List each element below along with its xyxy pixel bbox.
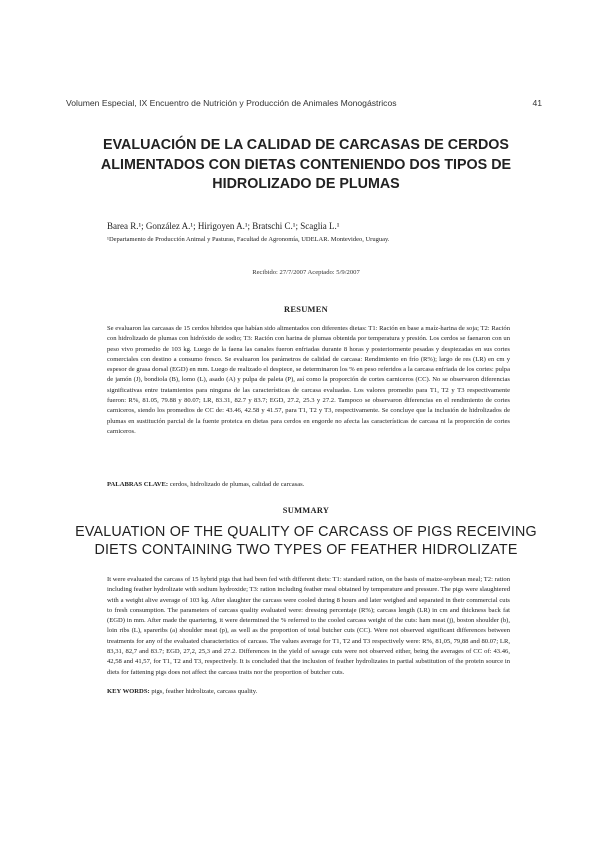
- key-words: [107, 688, 510, 695]
- key-words-label: KEY WORDS:: [107, 688, 150, 695]
- resumen-heading: RESUMEN: [284, 305, 328, 314]
- page-number: 41: [532, 98, 542, 108]
- summary-heading: SUMMARY: [282, 506, 330, 515]
- summary-body: It were evaluated the carcass of 15 hybrid pigs that had been fed with different diets: T1: standard ration, on the basis of maize-soybean meal; T2: ration including feather hydrolizate with sodium hydroxide; T3: ration including feather meal obtained by temperature and pressure. The pigs were slaughtered with a weight alive average of 103 kg. After slaughter the carcass were cooled during 8 hours and later weighed and separated in their commercial cuts to fresh consumption. The parameters of carcass quality evaluated were: dressing percentaje (R%); carcass length (LR) in cm and thickness back fat (EGD) in mm. After made the quartering, it were determined the % referred to the cooled carcass weight of the cuts: ham meat (j), boston shoulder (b), loin ribs (L), spareribs (a) shoulder meat (p), as well as the proportion of total butcher cuts (CC). Were not observed significant differences between treatments for any of the evaluated characteristics of carcass. The values average for T1, T2 and T3 respectively were: R%, 81,05, 79,88 and 80.07; LR, 83,31, 82,7 and 83.7; EGD, 27,2, 25,3 and 27.2. Differences in the yield of savage cuts were not observed either, being the averages of CC of: 43.46, 42,58 and 41,57, for T1, T2 and T3, respectively. It is concluded that the inclusion of feather hydrolizates in partial substitution of the protein source in diets for fattening pigs does not affect the carcass traits nor the proportion of butcher cuts.: [107, 576, 510, 676]
- resumen-body: Se evaluaron las carcasas de 15 cerdos híbridos que habían sido alimentados con diferentes dietas: T1: Ración en base a maíz-harina de soja; T2: Ración con hidrolizado de plumas con hidróxido de sodio; T3: Ración con harina de plumas obtenida por temperatura y presión. Los cerdos se faenaron con un peso vivo promedio de 103 kg. Luego de la faena las canales fueron enfriadas durante 8 horas y posteriormente pesadas y despiezadas en sus cortes comerciales con destino a consumo fresco. Se evaluaron los parámetros de calidad de carcasa: Rendimiento en frío (R%); largo de res (LR) en cm y espesor de grasa dorsal (EGD) en mm. Luego de realizado el despiece, se determinaron los % en peso referidos a la carcasa enfriada de los cortes: pulpa de jamón (J), bondiola (B), lomo (L), asado (A) y pulpa de paleta (P), así como la proporción de cortes carniceros (CC). No se observaron diferencias significativas entre tratamientos para ninguna de las características de carcasa evaluadas. Los valores promedio para T1, T2 y T3 respectivamente fueron: R%, 81.05, 79.88 y 80.07; LR, 83.31, 82.7 y 83.7; EGD, 27.2, 25.3 y 27.2. Tampoco se observaron diferencias en el rendimiento de cortes carniceros, siendo los promedios de CC de: 43.46, 42.58 y 41.57, para T1, T2 y T3, respectivamente. Se concluye que la inclusión de hidrolizados de plumas en sustitución parcial de la fuente proteica en dietas para cerdos en engorde no afecta las características de carcasa ni la proporción de cortes carniceros.: [107, 325, 510, 435]
- author-affiliation: ¹Departamento de Producción Animal y Pasturas, Facultad de Agronomía, UDELAR. Montevideo, Uruguay.: [107, 236, 390, 243]
- palabras-clave-text: cerdos, hidrolizado de plumas, calidad de carcasas.: [168, 481, 305, 488]
- author-list: Barea R.¹; González A.¹; Hirigoyen A.¹; Bratschi C.¹; Scaglia L.¹: [107, 221, 340, 231]
- palabras-clave-label: PALABRAS CLAVE:: [107, 481, 169, 488]
- journal-issue-label: Volumen Especial, IX Encuentro de Nutrición y Producción de Animales Monogástricos: [66, 98, 397, 108]
- palabras-clave: [107, 481, 510, 488]
- article-title-spanish: EVALUACIÓN DE LA CALIDAD DE CARCASAS DE CERDOS ALIMENTADOS CON DIETAS CONTENIENDO DOS TIPOS DE HIDROLIZADO DE PLUMAS: [100, 137, 512, 192]
- key-words-text: pigs, feather hidrolizate, carcass quality.: [149, 688, 258, 695]
- received-accepted-dates: Recibido: 27/7/2007 Aceptado: 5/9/2007: [252, 269, 360, 276]
- article-title-english: EVALUATION OF THE QUALITY OF CARCASS OF PIGS RECEIVING DIETS CONTAINING TWO TYPES OF FEATHER HIDROLIZATE: [75, 524, 537, 558]
